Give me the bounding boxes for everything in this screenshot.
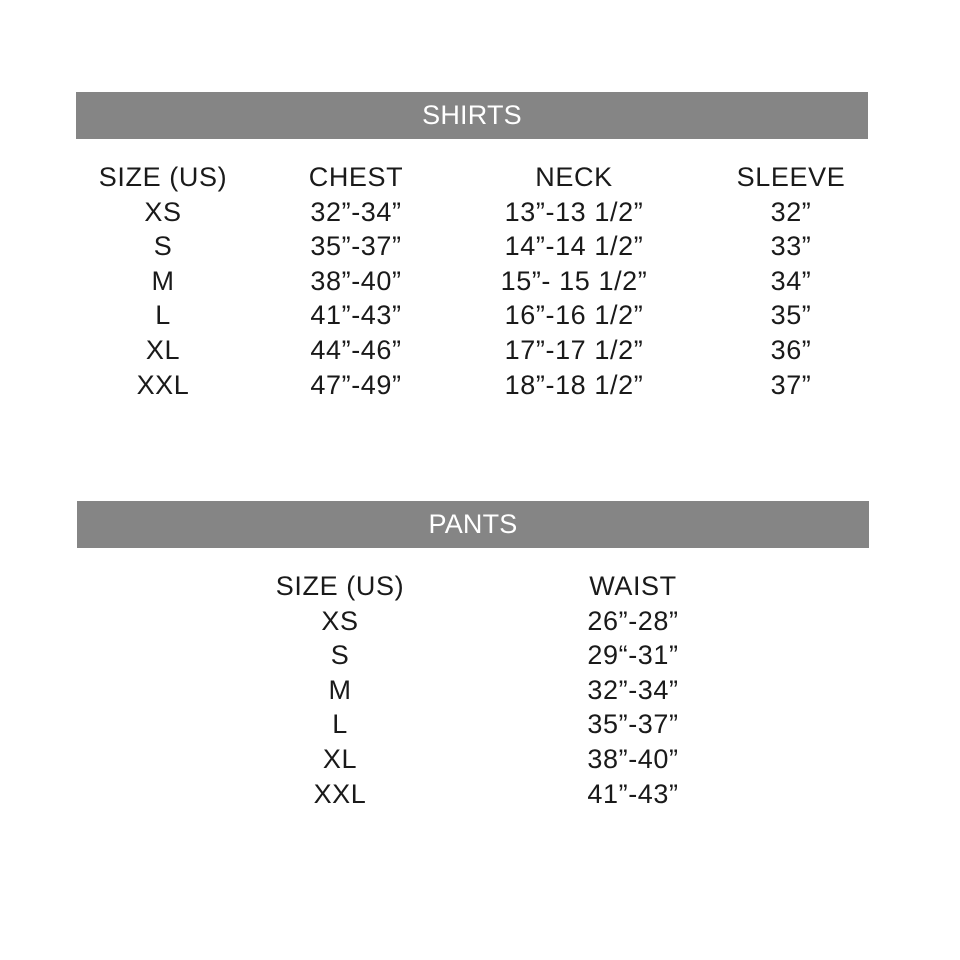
waist-cell: 29“-31” bbox=[587, 640, 679, 671]
neck-cell: 17”-17 1/2” bbox=[504, 334, 644, 365]
size-cell: XL bbox=[145, 334, 181, 365]
column-header-size: SIZE (US) bbox=[275, 571, 405, 601]
table-row bbox=[88, 229, 908, 264]
table-row bbox=[88, 368, 908, 403]
sleeve-cell: 32” bbox=[770, 196, 812, 227]
size-cell: XL bbox=[322, 743, 358, 774]
pants-section-header: PANTS bbox=[77, 501, 869, 548]
chest-cell: 38”-40” bbox=[310, 265, 402, 296]
column-header-sleeve: SLEEVE bbox=[736, 162, 846, 192]
neck-cell: 15”- 15 1/2” bbox=[500, 265, 648, 296]
table-header-row bbox=[240, 569, 826, 604]
table-row bbox=[88, 264, 908, 299]
pants-size-table bbox=[240, 569, 826, 811]
neck-cell: 18”-18 1/2” bbox=[504, 369, 644, 400]
shirts-size-table bbox=[88, 160, 908, 402]
table-row bbox=[240, 707, 826, 742]
size-cell: XXL bbox=[136, 369, 190, 400]
column-header-chest: CHEST bbox=[308, 162, 404, 192]
table-row bbox=[240, 673, 826, 708]
neck-cell: 14”-14 1/2” bbox=[504, 231, 644, 262]
table-row bbox=[88, 298, 908, 333]
size-cell: L bbox=[155, 300, 171, 331]
waist-cell: 26”-28” bbox=[587, 605, 679, 636]
neck-cell: 16”-16 1/2” bbox=[504, 300, 644, 331]
table-row bbox=[240, 777, 826, 812]
table-row bbox=[240, 604, 826, 639]
size-cell: L bbox=[332, 709, 348, 740]
chest-cell: 41”-43” bbox=[310, 300, 402, 331]
size-cell: XS bbox=[321, 605, 359, 636]
size-cell: M bbox=[328, 674, 352, 705]
size-cell: XS bbox=[144, 196, 182, 227]
waist-cell: 41”-43” bbox=[587, 778, 679, 809]
table-row bbox=[240, 742, 826, 777]
chest-cell: 32”-34” bbox=[310, 196, 402, 227]
sleeve-cell: 36” bbox=[770, 334, 812, 365]
waist-cell: 35”-37” bbox=[587, 709, 679, 740]
size-cell: XXL bbox=[313, 778, 367, 809]
chest-cell: 47”-49” bbox=[310, 369, 402, 400]
chest-cell: 44”-46” bbox=[310, 334, 402, 365]
column-header-neck: NECK bbox=[535, 162, 613, 192]
column-header-size: SIZE (US) bbox=[98, 162, 228, 192]
column-header-waist: WAIST bbox=[589, 571, 677, 601]
table-row bbox=[240, 638, 826, 673]
size-cell: M bbox=[151, 265, 175, 296]
chest-cell: 35”-37” bbox=[310, 231, 402, 262]
waist-cell: 32”-34” bbox=[587, 674, 679, 705]
size-cell: S bbox=[153, 231, 173, 262]
sleeve-cell: 37” bbox=[770, 369, 812, 400]
table-header-row bbox=[88, 160, 908, 195]
size-cell: S bbox=[330, 640, 350, 671]
sleeve-cell: 34” bbox=[770, 265, 812, 296]
sleeve-cell: 33” bbox=[770, 231, 812, 262]
sleeve-cell: 35” bbox=[770, 300, 812, 331]
shirts-section-header: SHIRTS bbox=[76, 92, 868, 139]
table-row bbox=[88, 333, 908, 368]
waist-cell: 38”-40” bbox=[587, 743, 679, 774]
neck-cell: 13”-13 1/2” bbox=[504, 196, 644, 227]
table-row bbox=[88, 195, 908, 230]
